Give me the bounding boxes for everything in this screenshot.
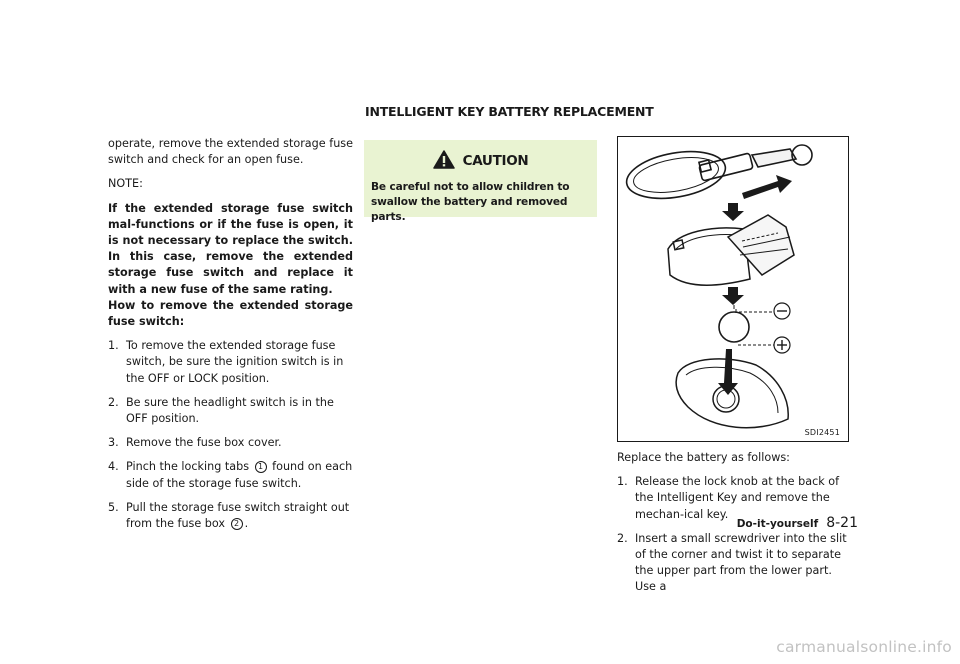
step-text: Pull the storage fuse switch straight out from the fuse box	[126, 500, 350, 531]
caution-text: Be careful not to allow children to swallow the battery and removed parts.	[371, 181, 570, 223]
step-item	[108, 395, 353, 427]
callout-marker: 2	[231, 518, 243, 530]
step-text: found on each side of the storage fuse switch.	[126, 460, 353, 490]
step-text: Insert a small screwdriver into the slit of the corner and twist it to separate the upper part from the lower part. Use a	[635, 531, 847, 594]
step-text: To remove the extended storage fuse switch, be sure the ignition switch is in the OFF or LOCK position.	[126, 339, 344, 385]
callout-marker: 1	[255, 461, 267, 473]
step-number: 5.	[108, 500, 119, 514]
step-text: Be sure the headlight switch is in the OFF position.	[126, 395, 334, 426]
step-item	[108, 459, 353, 491]
page-footer	[700, 512, 858, 531]
note-text: If the extended storage fuse switch mal-functions or if the fuse is open, it is not necessary to replace the switch. In this case, remove the extended storage fuse switch and replace it with a new fuse of the same rating.	[108, 201, 353, 296]
section-title: INTELLIGENT KEY BATTERY REPLACEMENT	[365, 104, 654, 119]
caution-title: CAUTION	[462, 153, 529, 169]
step-number: 1.	[108, 339, 119, 353]
step-number: 3.	[108, 436, 119, 450]
step-item	[108, 338, 353, 387]
battery-replacement-figure	[617, 136, 849, 442]
caution-heading	[364, 150, 597, 169]
minus-icon	[774, 303, 790, 319]
step-number: 1.	[617, 475, 628, 489]
plus-icon	[774, 337, 790, 353]
arrow-icon	[742, 175, 792, 199]
arrow-icon	[718, 349, 738, 395]
intelligent-key-icon	[676, 359, 788, 428]
page-number: 8-21	[826, 515, 858, 531]
step-number: 4.	[108, 460, 119, 474]
step-number: 2.	[108, 395, 119, 409]
step-item	[617, 531, 855, 596]
intelligent-key-icon	[623, 145, 812, 206]
figure-code: SDI2451	[804, 428, 840, 437]
how-to-heading: How to remove the extended storage fuse switch:	[108, 298, 353, 329]
caution-box	[364, 140, 597, 223]
step-text: Release the lock knob at the back of the Intelligent Key and remove the mechan-ical key.	[635, 475, 840, 521]
arrow-icon	[722, 203, 744, 221]
warning-icon	[433, 150, 455, 169]
step-number: 2.	[617, 531, 628, 545]
step-text: Pinch the locking tabs	[126, 460, 250, 474]
note-label: NOTE:	[108, 177, 143, 191]
step-text: .	[244, 517, 249, 531]
step-text: Remove the fuse box cover.	[126, 436, 282, 450]
watermark: carmanualsonline.info	[776, 638, 952, 656]
footer-section: Do-it-yourself	[736, 518, 819, 530]
battery-icon	[719, 312, 749, 342]
step-item	[108, 500, 353, 532]
illustration	[618, 137, 848, 441]
left-column	[108, 136, 353, 532]
intro-paragraph: Replace the battery as follows:	[617, 451, 790, 464]
step-item	[108, 435, 353, 451]
arrow-icon	[722, 287, 744, 305]
intelligent-key-icon	[668, 215, 794, 285]
intro-paragraph: operate, remove the extended storage fuse switch and check for an open fuse.	[108, 137, 353, 167]
